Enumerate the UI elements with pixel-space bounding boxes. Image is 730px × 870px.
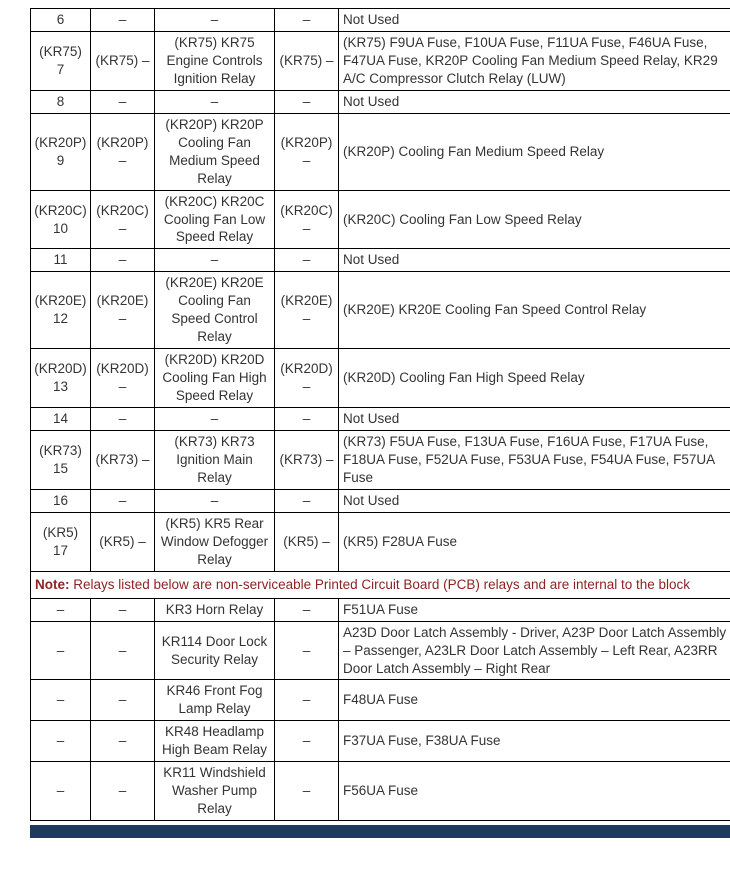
cell-fuses: (KR75) F9UA Fuse, F10UA Fuse, F11UA Fuse, F46UA Fuse, F47UA Fuse, KR20P Cooling Fan Medium Speed Relay, KR29 A/C Compressor Clutch Relay (LUW) (339, 31, 730, 90)
relay-fuse-table (30, 8, 730, 821)
table-row (31, 721, 730, 762)
cell-position: (KR73) 15 (31, 431, 91, 490)
cell-position: 11 (31, 249, 91, 272)
cell-position: – (31, 762, 91, 821)
cell-alt-a: – (91, 621, 155, 680)
cell-position: (KR20P) 9 (31, 113, 91, 190)
cell-relay-name: – (155, 489, 275, 512)
cell-alt-b: (KR20C) – (275, 190, 339, 249)
cell-relay-name: KR114 Door Lock Security Relay (155, 621, 275, 680)
cell-position: (KR20D) 13 (31, 349, 91, 408)
cell-position: 6 (31, 9, 91, 32)
cell-fuses: (KR20E) KR20E Cooling Fan Speed Control Relay (339, 272, 730, 349)
cell-relay-name: (KR20D) KR20D Cooling Fan High Speed Relay (155, 349, 275, 408)
cell-alt-a: – (91, 721, 155, 762)
cell-relay-name: KR48 Headlamp High Beam Relay (155, 721, 275, 762)
table-row (31, 762, 730, 821)
cell-position: 14 (31, 408, 91, 431)
cell-fuses: (KR73) F5UA Fuse, F13UA Fuse, F16UA Fuse, F17UA Fuse, F18UA Fuse, F52UA Fuse, F53UA Fuse, F54UA Fuse, F57UA Fuse (339, 431, 730, 490)
cell-relay-name: KR3 Horn Relay (155, 598, 275, 621)
cell-relay-name: – (155, 90, 275, 113)
table-row (31, 190, 730, 249)
cell-relay-name: (KR20C) KR20C Cooling Fan Low Speed Relay (155, 190, 275, 249)
cell-alt-b: – (275, 680, 339, 721)
cell-alt-a: – (91, 249, 155, 272)
cell-alt-a: (KR20D) – (91, 349, 155, 408)
cell-fuses: Not Used (339, 489, 730, 512)
table-row (31, 113, 730, 190)
cell-relay-name: – (155, 249, 275, 272)
cell-relay-name: (KR73) KR73 Ignition Main Relay (155, 431, 275, 490)
cell-position: (KR75) 7 (31, 31, 91, 90)
cell-position: 16 (31, 489, 91, 512)
cell-alt-a: (KR20E) – (91, 272, 155, 349)
cell-fuses: (KR20D) Cooling Fan High Speed Relay (339, 349, 730, 408)
table-row (31, 512, 730, 571)
cell-alt-a: – (91, 598, 155, 621)
cell-fuses: F51UA Fuse (339, 598, 730, 621)
cell-relay-name: – (155, 9, 275, 32)
cell-alt-a: (KR75) – (91, 31, 155, 90)
note-cell: Note: Relays listed below are non-serviceable Printed Circuit Board (PCB) relays and are internal to the block (31, 571, 730, 598)
bottom-divider-bar (30, 825, 730, 838)
table-row (31, 31, 730, 90)
cell-position: (KR20C) 10 (31, 190, 91, 249)
cell-alt-a: – (91, 90, 155, 113)
cell-relay-name: KR46 Front Fog Lamp Relay (155, 680, 275, 721)
table-row (31, 90, 730, 113)
cell-alt-a: (KR73) – (91, 431, 155, 490)
cell-fuses: Not Used (339, 90, 730, 113)
cell-alt-b: – (275, 408, 339, 431)
cell-alt-b: (KR75) – (275, 31, 339, 90)
cell-alt-a: (KR20P) – (91, 113, 155, 190)
cell-position: 8 (31, 90, 91, 113)
table-row (31, 249, 730, 272)
cell-fuses: A23D Door Latch Assembly - Driver, A23P Door Latch Assembly – Passenger, A23LR Door Latch Assembly – Left Rear, A23RR Door Latch Assembly – Right Rear (339, 621, 730, 680)
cell-alt-b: (KR20E) – (275, 272, 339, 349)
cell-alt-b: – (275, 90, 339, 113)
cell-alt-a: – (91, 680, 155, 721)
cell-relay-name: (KR5) KR5 Rear Window Defogger Relay (155, 512, 275, 571)
cell-position: – (31, 621, 91, 680)
cell-fuses: Not Used (339, 9, 730, 32)
cell-alt-b: (KR20P) – (275, 113, 339, 190)
table-row (31, 9, 730, 32)
table-row (31, 489, 730, 512)
note-label: Note: (35, 576, 70, 592)
cell-alt-b: – (275, 762, 339, 821)
note-row (31, 571, 730, 598)
cell-fuses: (KR20C) Cooling Fan Low Speed Relay (339, 190, 730, 249)
relay-table-body (31, 9, 730, 821)
table-row (31, 431, 730, 490)
cell-alt-a: – (91, 408, 155, 431)
cell-position: – (31, 598, 91, 621)
cell-fuses: (KR5) F28UA Fuse (339, 512, 730, 571)
cell-relay-name: (KR75) KR75 Engine Controls Ignition Relay (155, 31, 275, 90)
cell-relay-name: (KR20P) KR20P Cooling Fan Medium Speed Relay (155, 113, 275, 190)
cell-alt-a: – (91, 9, 155, 32)
cell-alt-b: (KR73) – (275, 431, 339, 490)
cell-alt-a: – (91, 762, 155, 821)
cell-alt-b: – (275, 249, 339, 272)
cell-alt-b: – (275, 721, 339, 762)
cell-fuses: F56UA Fuse (339, 762, 730, 821)
cell-relay-name: KR11 Windshield Washer Pump Relay (155, 762, 275, 821)
cell-alt-a: (KR5) – (91, 512, 155, 571)
cell-alt-b: – (275, 621, 339, 680)
table-row (31, 272, 730, 349)
cell-fuses: Not Used (339, 249, 730, 272)
cell-alt-b: (KR5) – (275, 512, 339, 571)
table-row (31, 349, 730, 408)
cell-alt-a: (KR20C) – (91, 190, 155, 249)
cell-position: (KR5) 17 (31, 512, 91, 571)
table-row (31, 680, 730, 721)
cell-relay-name: (KR20E) KR20E Cooling Fan Speed Control Relay (155, 272, 275, 349)
table-row (31, 598, 730, 621)
cell-position: – (31, 721, 91, 762)
cell-alt-a: – (91, 489, 155, 512)
cell-fuses: F48UA Fuse (339, 680, 730, 721)
cell-fuses: F37UA Fuse, F38UA Fuse (339, 721, 730, 762)
table-row (31, 408, 730, 431)
table-row (31, 621, 730, 680)
cell-alt-b: – (275, 489, 339, 512)
cell-alt-b: – (275, 9, 339, 32)
cell-alt-b: – (275, 598, 339, 621)
cell-fuses: (KR20P) Cooling Fan Medium Speed Relay (339, 113, 730, 190)
cell-relay-name: – (155, 408, 275, 431)
cell-position: – (31, 680, 91, 721)
cell-fuses: Not Used (339, 408, 730, 431)
cell-position: (KR20E) 12 (31, 272, 91, 349)
cell-alt-b: (KR20D) – (275, 349, 339, 408)
